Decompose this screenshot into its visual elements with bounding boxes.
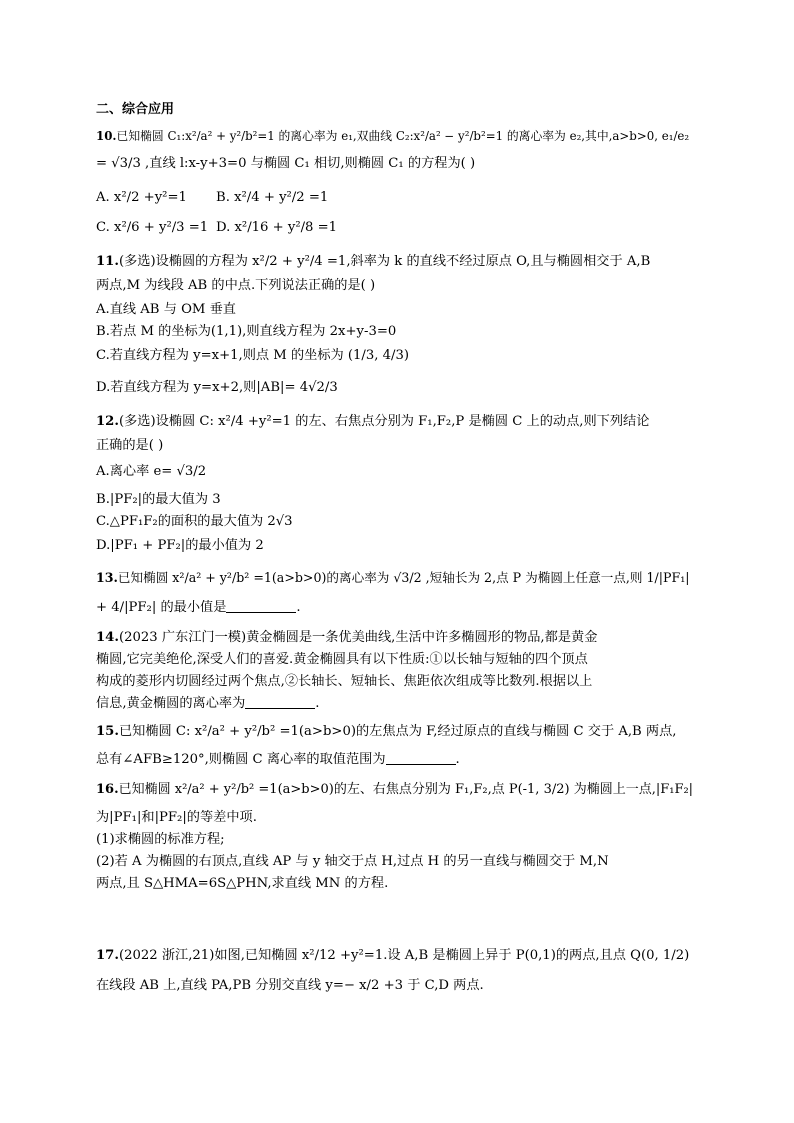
- q13-text1: 已知椭圆 x²/a² + y²/b² =1(a>b>0)的离心率为 √3/2 ,短轴长为 2,点 P 为椭圆上任意一点,则 1/|PF₁|: [117, 570, 690, 585]
- q15-end: .: [455, 752, 460, 767]
- q12-text1: (多选)设椭圆 C: x²/4 +y²=1 的左、右焦点分别为 F₁,F₂,P 是椭圆 C 上的动点,则下列结论: [118, 414, 650, 429]
- q13-number: 13.: [96, 570, 118, 585]
- q14-line2: 椭圆,它完美绝伦,深受人们的喜爱.黄金椭圆具有以下性质:①以长轴与短轴的四个顶点: [96, 652, 588, 667]
- q13-end: .: [296, 600, 301, 615]
- q16-text1: 已知椭圆 x²/a² + y²/b² =1(a>b>0)的左、右焦点分别为 F₁,F₂,点 P(-1, 3/2) 为椭圆上一点,|F₁F₂|: [118, 782, 694, 797]
- q10-options-row2: [96, 218, 336, 238]
- q15-line1: [96, 722, 677, 742]
- q17-line1: [96, 946, 689, 966]
- q10-number: 10.: [96, 129, 117, 143]
- q12-option-c[interactable]: C.△PF₁F₂的面积的最大值为 2√3: [96, 514, 293, 529]
- q14-line4: [96, 694, 319, 714]
- q10-line1: [96, 126, 689, 146]
- q10-text1: 已知椭圆 C₁:x²/a² + y²/b²=1 的离心率为 e₁,双曲线 C₂:x²/a² − y²/b²=1 的离心率为 e₂,其中,a>b>0, e₁/e₂: [116, 129, 690, 143]
- q13-line1: [96, 568, 690, 588]
- q14-text1: (2023 广东江门一模)黄金椭圆是一条优美曲线,生活中许多椭圆形的物品,都是黄金: [118, 630, 598, 645]
- q14-line1: [96, 628, 597, 648]
- q10-option-a[interactable]: A. x²/2 +y²=1: [96, 190, 187, 205]
- q17-line2: 在线段 AB 上,直线 PA,PB 分别交直线 y=− x/2 +3 于 C,D 两点.: [96, 978, 484, 993]
- q16-part2-line1: (2)若 A 为椭圆的右顶点,直线 AP 与 y 轴交于点 H,过点 H 的另一直线与椭圆交于 M,N: [96, 854, 609, 869]
- q11-option-c[interactable]: C.若直线方程为 y=x+1,则点 M 的坐标为 (1/3, 4/3): [96, 348, 410, 363]
- q14-line3: 构成的菱形内切圆经过两个焦点,②长轴长、短轴长、焦距依次组成等比数列.根据以上: [96, 674, 593, 689]
- q15-number: 15.: [96, 724, 119, 739]
- q12-line1: [96, 412, 649, 432]
- q16-line1: [96, 780, 693, 800]
- q12-option-a[interactable]: A.离心率 e= √3/2: [96, 464, 207, 479]
- q15-text2: 总有∠AFB≥120°,则椭圆 C 离心率的取值范围为: [96, 752, 386, 767]
- q15-text1: 已知椭圆 C: x²/a² + y²/b² =1(a>b>0)的左焦点为 F,经过原点的直线与椭圆 C 交于 A,B 两点,: [118, 724, 677, 739]
- q12-number: 12.: [96, 414, 119, 429]
- q11-option-b[interactable]: B.若点 M 的坐标为(1,1),则直线方程为 2x+y-3=0: [96, 324, 397, 339]
- q10-options-row1: [96, 188, 336, 208]
- q16-part2-line2: 两点,且 S△HMA=6S△PHN,求直线 MN 的方程.: [96, 876, 389, 891]
- q11-line1: [96, 252, 650, 272]
- q16-number: 16.: [96, 782, 119, 797]
- q17-text1: (2022 浙江,21)如图,已知椭圆 x²/12 +y²=1.设 A,B 是椭圆上异于 P(0,1)的两点,且点 Q(0, 1/2): [118, 948, 690, 963]
- q14-end: .: [315, 696, 320, 711]
- q10-option-b[interactable]: B. x²/4 + y²/2 =1: [216, 190, 329, 205]
- q11-line2: 两点,M 为线段 AB 的中点.下列说法正确的是( ): [96, 278, 376, 293]
- q11-number: 11.: [96, 254, 119, 269]
- section-title: 二、综合应用: [96, 102, 175, 117]
- q16-part1: (1)求椭圆的标准方程;: [96, 832, 225, 847]
- q14-answer-blank[interactable]: [245, 694, 315, 709]
- q10-line2: = √3/3 ,直线 l:x-y+3=0 与椭圆 C₁ 相切,则椭圆 C₁ 的方程为( ): [96, 156, 476, 171]
- q17-number: 17.: [96, 948, 119, 963]
- q11-text1: (多选)设椭圆的方程为 x²/2 + y²/4 =1,斜率为 k 的直线不经过原点 O,且与椭圆相交于 A,B: [118, 254, 651, 269]
- q10-option-c[interactable]: C. x²/6 + y²/3 =1: [96, 220, 209, 235]
- q13-answer-blank[interactable]: [226, 598, 296, 613]
- q10-option-d[interactable]: D. x²/16 + y²/8 =1: [216, 220, 338, 235]
- q12-option-d[interactable]: D.|PF₁ + PF₂|的最小值为 2: [96, 538, 264, 553]
- q16-line2: 为|PF₁|和|PF₂|的等差中项.: [96, 810, 257, 825]
- q11-option-d[interactable]: D.若直线方程为 y=x+2,则|AB|= 4√2/3: [96, 380, 338, 395]
- q12-option-b[interactable]: B.|PF₂|的最大值为 3: [96, 492, 221, 507]
- q13-text2: + 4/|PF₂| 的最小值是: [96, 600, 227, 615]
- q11-option-a[interactable]: A.直线 AB 与 OM 垂直: [96, 302, 236, 317]
- q14-number: 14.: [96, 630, 119, 645]
- q15-line2: [96, 750, 460, 770]
- q13-line2: [96, 598, 301, 618]
- q15-answer-blank[interactable]: [386, 750, 456, 765]
- q12-line2: 正确的是( ): [96, 438, 164, 453]
- q14-text4: 信息,黄金椭圆的离心率为: [96, 696, 246, 711]
